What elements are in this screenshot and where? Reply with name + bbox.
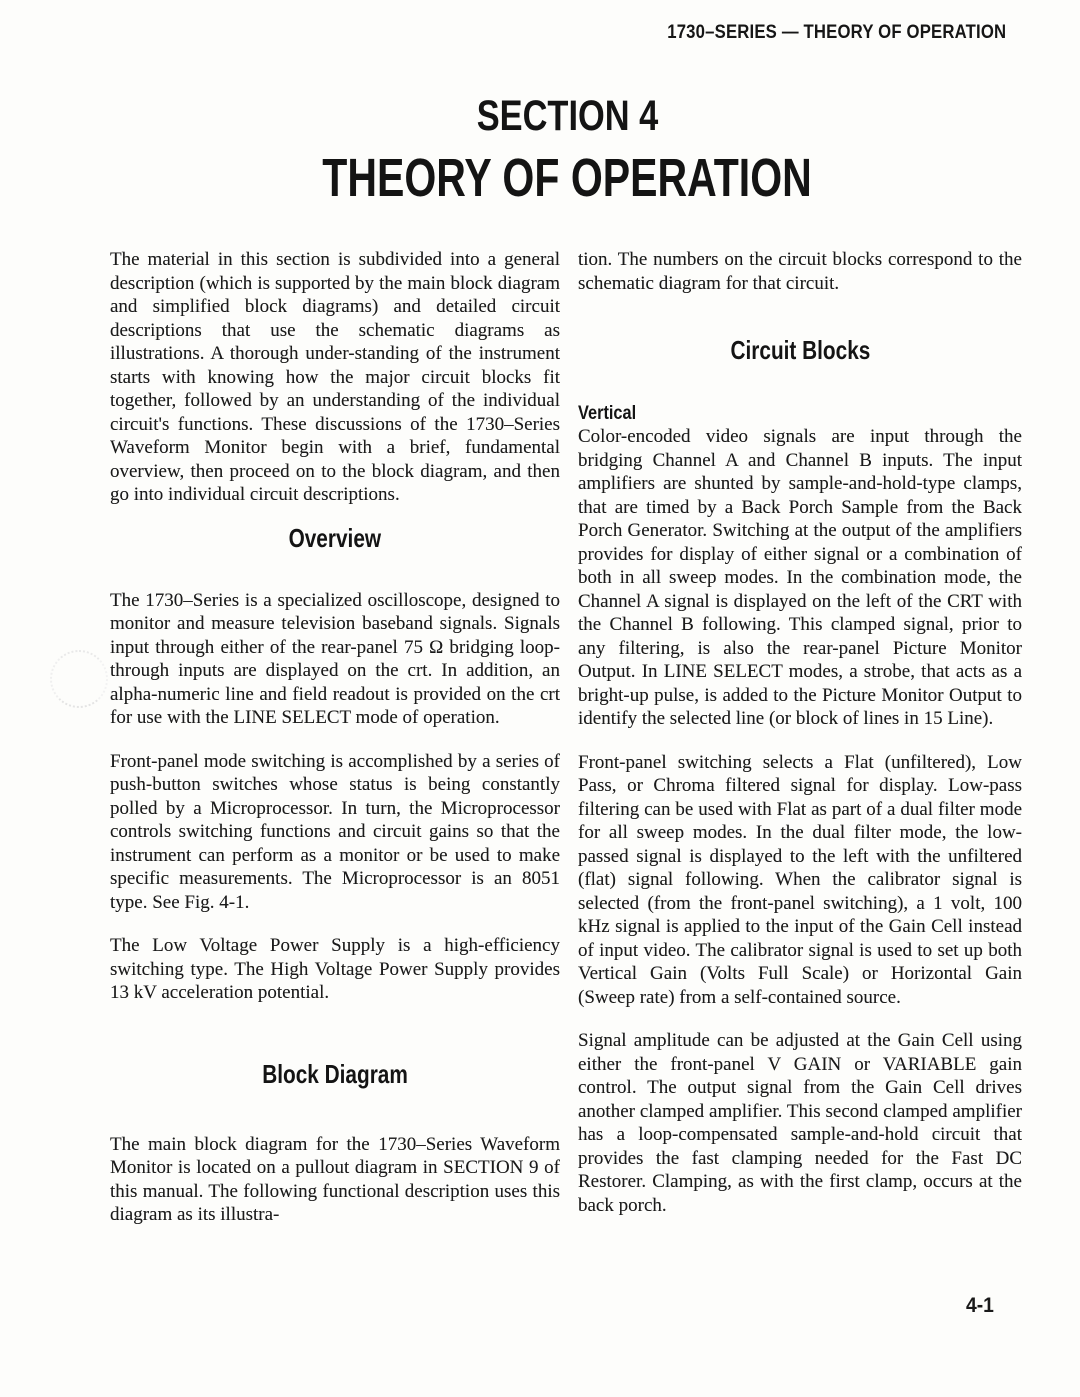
continuation-paragraph: tion. The numbers on the circuit blocks correspond to the schematic diagram for that circuit. xyxy=(578,249,1022,294)
left-column xyxy=(110,248,560,1227)
block-diagram-heading xyxy=(110,1059,560,1089)
block-diagram-paragraph: The main block diagram for the 1730–Series Waveform Monitor is located on a pullout diagram in SECTION 9 of this manual. The following functional description uses this diagram as its illustra- xyxy=(110,1133,560,1225)
scan-artifact-ring xyxy=(50,650,108,708)
overview-heading xyxy=(110,523,560,553)
overview-paragraph-1: The 1730–Series is a specialized oscilloscope, designed to monitor and measure television baseband signals. Signals input through either of the rear-panel 75 Ω bridging loop-through inputs are displayed on the crt. In addition, an alpha-numeric line and field readout is provided on the crt for use with the LINE SELECT mode of operation. xyxy=(110,589,560,728)
vertical-paragraph-3: Signal amplitude can be adjusted at the Gain Cell using either the front-panel V GAIN or VARIABLE gain control. The output signal from the Gain Cell drives another clamped amplifier. This second clamped amplifier has a loop-compensated sample-and-hold circuit that provides the fast clamping needed for the Fast DC Restorer. Clamping, as with the first clamp, occurs at the back porch. xyxy=(578,1030,1022,1216)
circuit-blocks-heading xyxy=(578,335,1022,365)
vertical-subheading xyxy=(578,403,1022,425)
circuit-blocks-heading-text: Circuit Blocks xyxy=(730,335,870,365)
section-title-line1: SECTION 4 xyxy=(476,92,658,140)
vertical-paragraph-1: Color-encoded video signals are input through the bridging Channel A and Channel B inputs. The input amplifiers are shunted by sample-and-hold-type clamps, that are timed by a Back Porch Sample from the Back Porch Generator. Switching at the output of the amplifiers provides for display of either signal or a combination of both in all sweep modes. In the combination mode, the Channel A signal is displayed on the left of the CRT with the Channel B following. This clamped signal, prior to any filtering, is also the rear-panel Picture Monitor Output. In LINE SELECT modes, a strobe, that acts as a bright-up pulse, is added to the Picture Monitor Output to identify the selected line (or block of lines in 15 Line). xyxy=(578,426,1022,729)
vertical-paragraph-2: Front-panel switching selects a Flat (unfiltered), Low Pass, or Chroma filtered signal for display. Low-pass filtering can be used with Flat as part of a dual filter mode for all sweep modes. In the dual filter mode, the low-passed signal is displayed to the left with the unfiltered (flat) signal following. When the calibrator signal is selected (from the front-panel switching), a 1 volt, 100 kHz signal is applied to the input of the Gain Cell instead of input video. The calibrator signal is used to set up both Vertical Gain (Volts Full Scale) or Horizontal Gain (Sweep rate) from a self-contained source. xyxy=(578,751,1022,1008)
block-diagram-heading-text: Block Diagram xyxy=(262,1058,408,1089)
page-number: 4-1 xyxy=(966,1294,994,1317)
overview-paragraph-2: Front-panel mode switching is accomplished by a series of push-button switches whose status is being constantly polled by a Microprocessor. In turn, the Microprocessor controls switching functions and circuit gains so that the instrument can perform as a monitor or be used to make specific measurements. The Microprocessor is an 8051 type. See Fig. 4-1. xyxy=(110,750,560,913)
overview-heading-text: Overview xyxy=(288,522,382,553)
section-title-line2: THEORY OF OPERATION xyxy=(322,148,812,208)
overview-paragraph-3: The Low Voltage Power Supply is a high-efficiency switching type. The High Voltage Power Supply provides 13 kV acceleration potential. xyxy=(110,935,560,1003)
section-title xyxy=(54,92,1080,208)
intro-paragraph: The material in this section is subdivided into a general description (which is supported by the main block diagram and simplified block diagrams) and detailed circuit descriptions that use the schematic diagrams as illustrations. A thorough under-standing of the instrument starts with knowing how the major circuit blocks fit together, followed by an understanding of the individual circuit's functions. These discussions of the 1730–Series Waveform Monitor begin with a brief, fundamental overview, then proceed on to the block diagram, and then go into individual circuit descriptions. xyxy=(110,249,560,505)
running-header: 1730–SERIES — THEORY OF OPERATION xyxy=(666,22,1006,43)
right-column xyxy=(578,248,1022,1217)
vertical-subheading-text: Vertical xyxy=(578,403,637,424)
